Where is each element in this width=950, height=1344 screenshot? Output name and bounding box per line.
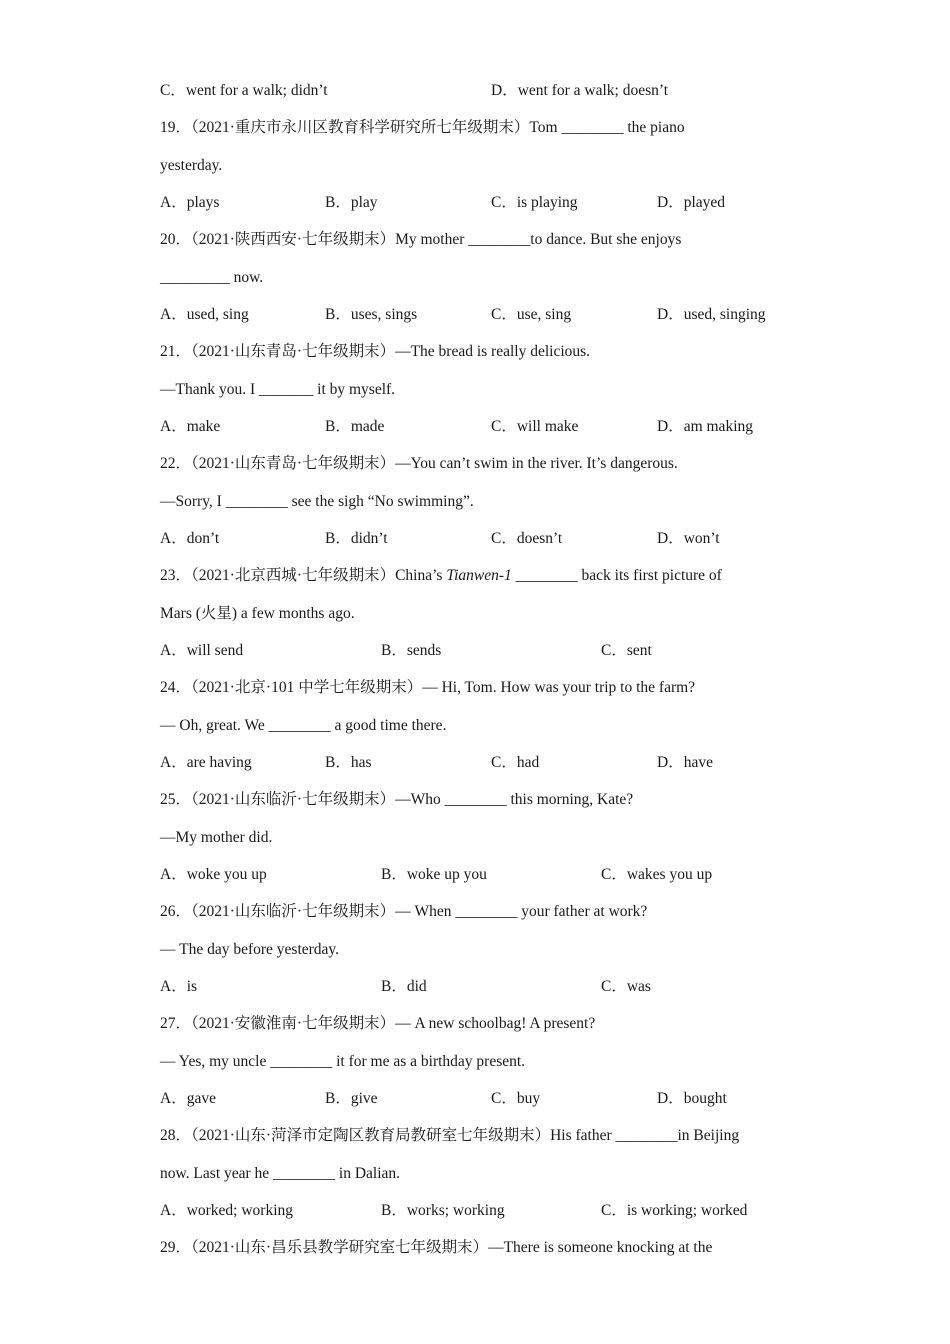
option-d: D．used, singing xyxy=(657,306,766,323)
option-a: A．make xyxy=(160,418,221,435)
option-c: C．doesn’t xyxy=(491,530,563,547)
option-c: C．buy xyxy=(491,1090,541,1107)
option-c: C．was xyxy=(601,978,651,995)
option-c: C．is playing xyxy=(491,194,578,211)
option-c: C．went for a walk; didn’t xyxy=(160,82,328,99)
option-c: C．use, sing xyxy=(491,306,572,323)
option-a: A．is xyxy=(160,978,198,995)
question-21-stem: 21．（2021·山东青岛·七年级期末）—The bread is really delicious. xyxy=(160,343,591,360)
question-19-stem: 19．（2021·重庆市永川区教育科学研究所七年级期末）Tom ________ the piano xyxy=(160,119,685,136)
option-d: D．went for a walk; doesn’t xyxy=(491,82,669,99)
question-26-stem-cont: — The day before yesterday. xyxy=(160,941,340,958)
question-20-stem: 20．（2021·陕西西安·七年级期末）My mother ________to dance. But she enjoys xyxy=(160,231,682,248)
question-22-stem-cont: —Sorry, I ________ see the sigh “No swimming”. xyxy=(160,493,474,510)
option-a: A．used, sing xyxy=(160,306,249,323)
question-22-stem: 22．（2021·山东青岛·七年级期末）—You can’t swim in the river. It’s dangerous. xyxy=(160,455,678,472)
option-d: D．played xyxy=(657,194,726,211)
option-b: B．works; working xyxy=(381,1202,505,1219)
option-b: B．give xyxy=(325,1090,378,1107)
question-27-stem-cont: — Yes, my uncle ________ it for me as a birthday present. xyxy=(160,1053,526,1070)
stem-part: 23．（2021·北京西城·七年级期末）China’s xyxy=(160,567,447,584)
option-a: A．worked; working xyxy=(160,1202,294,1219)
option-c: C．is working; worked xyxy=(601,1202,748,1219)
option-b: B．uses, sings xyxy=(325,306,418,323)
question-23-stem xyxy=(160,566,722,586)
question-24-stem: 24．（2021·北京·101 中学七年级期末）— Hi, Tom. How was your trip to the farm? xyxy=(160,679,696,696)
question-26-stem: 26．（2021·山东临沂·七年级期末）— When ________ your father at work? xyxy=(160,903,648,920)
option-c: C．will make xyxy=(491,418,579,435)
option-a: A．are having xyxy=(160,754,252,771)
question-29-stem: 29．（2021·山东·昌乐县教学研究室七年级期末）—There is someone knocking at the xyxy=(160,1239,713,1256)
question-25-stem: 25．（2021·山东临沂·七年级期末）—Who ________ this morning, Kate? xyxy=(160,791,634,808)
option-b: B．woke up you xyxy=(381,866,487,883)
option-c: C．wakes you up xyxy=(601,866,713,883)
option-a: A．woke you up xyxy=(160,866,267,883)
option-d: D．am making xyxy=(657,418,753,435)
option-c: C．sent xyxy=(601,642,652,659)
italic-term: Tianwen-1 xyxy=(446,567,512,584)
question-25-stem-cont: —My mother did. xyxy=(160,829,273,846)
option-b: B．didn’t xyxy=(325,530,388,547)
option-b: B．made xyxy=(325,418,385,435)
question-27-stem: 27．（2021·安徽淮南·七年级期末）— A new schoolbag! A present? xyxy=(160,1015,596,1032)
question-19-stem-cont: yesterday. xyxy=(160,157,223,174)
question-28-stem-cont: now. Last year he ________ in Dalian. xyxy=(160,1165,401,1182)
question-21-stem-cont: —Thank you. I _______ it by myself. xyxy=(160,381,396,398)
question-20-stem-cont: _________ now. xyxy=(160,269,264,286)
option-a: A．will send xyxy=(160,642,244,659)
question-28-stem: 28．（2021·山东·菏泽市定陶区教育局教研室七年级期末）His father ________in Beijing xyxy=(160,1127,740,1144)
option-a: A．don’t xyxy=(160,530,220,547)
option-b: B．did xyxy=(381,978,427,995)
option-d: D．have xyxy=(657,754,713,771)
option-b: B．play xyxy=(325,194,378,211)
option-b: B．sends xyxy=(381,642,442,659)
stem-part: ________ back its first picture of xyxy=(511,567,722,584)
option-d: D．bought xyxy=(657,1090,727,1107)
question-24-stem-cont: — Oh, great. We ________ a good time there. xyxy=(160,717,447,734)
option-a: A．plays xyxy=(160,194,220,211)
option-c: C．had xyxy=(491,754,540,771)
option-a: A．gave xyxy=(160,1090,216,1107)
option-d: D．won’t xyxy=(657,530,720,547)
option-b: B．has xyxy=(325,754,372,771)
question-23-stem-cont: Mars (火星) a few months ago. xyxy=(160,605,355,622)
